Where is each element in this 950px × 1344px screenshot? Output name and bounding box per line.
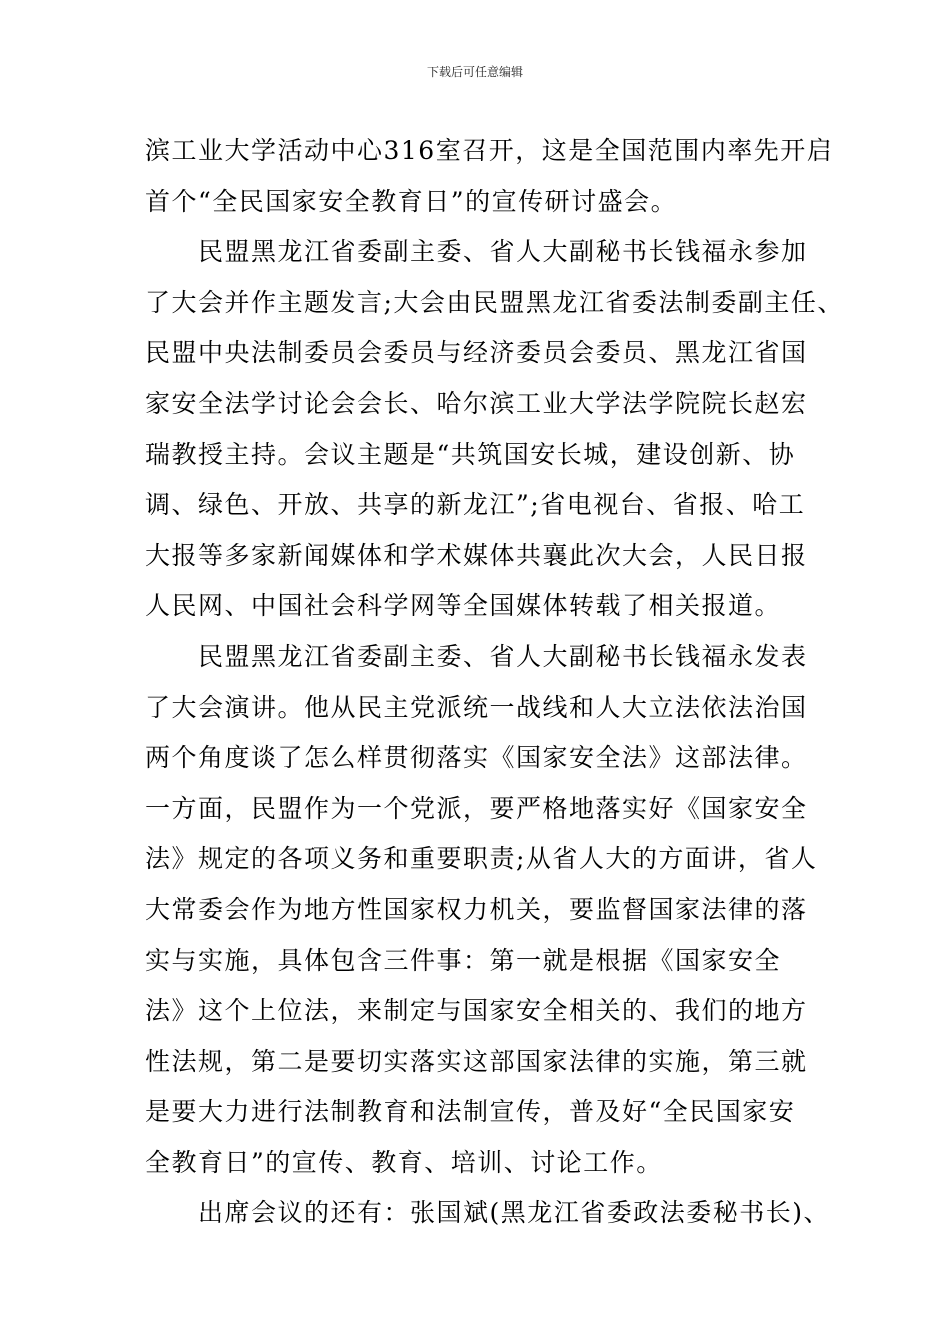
text-line: 大常委会作为地方性国家权力机关，要监督国家法律的落 — [145, 894, 808, 924]
text-line: 性法规，第二是要切实落实这部国家法律的实施，第三就 — [145, 1046, 808, 1076]
text-line: 人民网、中国社会科学网等全国媒体转载了相关报道。 — [145, 591, 782, 621]
text-line: 法》规定的各项义务和重要职责;从省人大的方面讲，省人 — [145, 844, 818, 874]
text-line: 调、绿色、开放、共享的新龙江”;省电视台、省报、哈工 — [145, 490, 806, 520]
text-line: 民盟黑龙江省委副主委、省人大副秘书长钱福永发表 — [145, 641, 808, 671]
document-body — [145, 126, 844, 1239]
text-line: 法》这个上位法，来制定与国家安全相关的、我们的地方 — [145, 996, 808, 1026]
text-line: 家安全法学讨论会会长、哈尔滨工业大学法学院院长赵宏 — [145, 388, 808, 418]
text-line: 大报等多家新闻媒体和学术媒体共襄此次大会，人民日报 — [145, 540, 808, 570]
text-line: 实与实施，具体包含三件事：第一就是根据《国家安全 — [145, 945, 782, 975]
text-line: 一方面，民盟作为一个党派，要严格地落实好《国家安全 — [145, 793, 808, 823]
text-line: 民盟中央法制委员会委员与经济委员会委员、黑龙江省国 — [145, 338, 808, 368]
text-line: 了大会并作主题发言;大会由民盟黑龙江省委法制委副主任、 — [145, 287, 844, 317]
text-line: 滨工业大学活动中心316室召开，这是全国范围内率先开启 — [145, 136, 834, 165]
text-line: 瑞教授主持。会议主题是“共筑国安长城，建设创新、协 — [145, 439, 796, 469]
text-line: 全教育日”的宣传、教育、培训、讨论工作。 — [145, 1147, 663, 1177]
text-line: 是要大力进行法制教育和法制宣传，普及好“全民国家安 — [145, 1097, 796, 1127]
text-line: 民盟黑龙江省委副主委、省人大副秘书长钱福永参加 — [145, 237, 808, 267]
text-line: 出席会议的还有：张国斌(黑龙江省委政法委秘书长)、 — [145, 1198, 831, 1228]
text-line: 两个角度谈了怎么样贯彻落实《国家安全法》这部法律。 — [145, 743, 808, 773]
text-line: 首个“全民国家安全教育日”的宣传研讨盛会。 — [145, 186, 678, 216]
text-line: 了大会演讲。他从民主党派统一战线和人大立法依法治国 — [145, 692, 808, 722]
page-header: 下载后可任意编辑 — [426, 65, 523, 79]
